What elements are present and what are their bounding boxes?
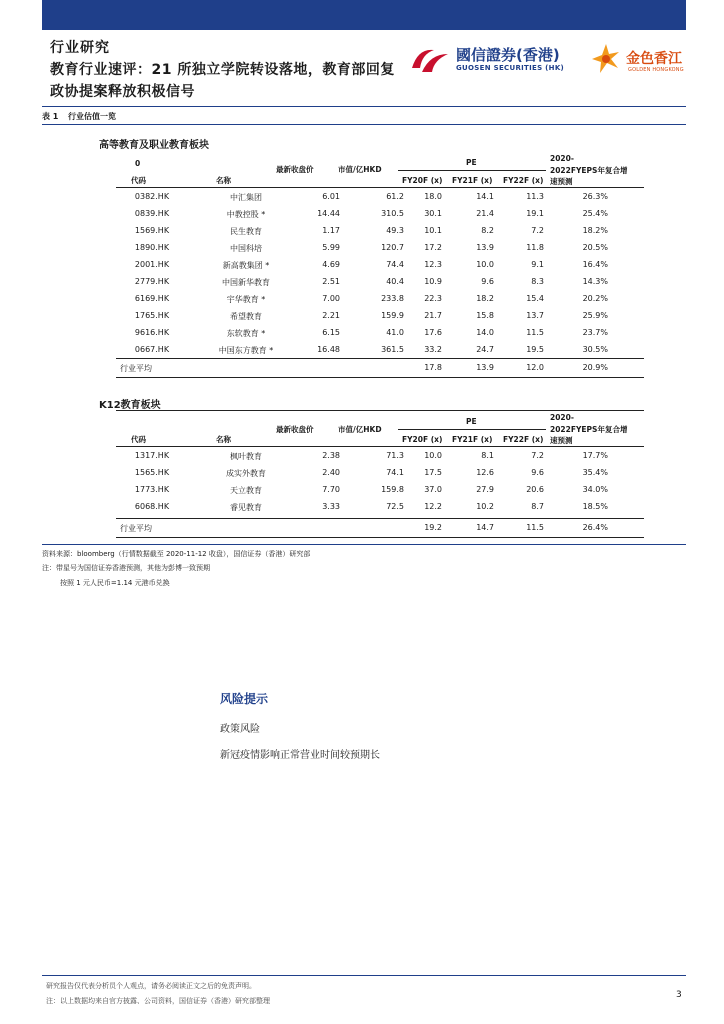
k12-bottom-rule (116, 537, 644, 538)
cell-fy21: 15.8 (476, 311, 494, 320)
table-row (116, 342, 644, 359)
top-color-bar (42, 0, 686, 30)
cell-name: 睿见教育 (230, 503, 262, 512)
cell-mcap: 72.5 (386, 502, 404, 511)
cell-price: 2.21 (322, 311, 340, 320)
cell-name: 中国新华教育 (222, 278, 270, 287)
cell-fy22: 8.7 (531, 502, 544, 511)
cell-cagr: 17.7% (582, 451, 608, 460)
header-name: 名称 (216, 176, 231, 185)
cell-fy22: 8.3 (531, 277, 544, 286)
note-exchange-rate: 按照 1 元人民币=1.14 元港币兑换 (60, 579, 170, 587)
cell-name: 枫叶教育 (230, 452, 262, 461)
cell-code: 2779.HK (134, 277, 170, 286)
cell-code: 9616.HK (134, 328, 170, 337)
cell-fy21: 14.1 (476, 192, 494, 201)
guosen-logo-en: GUOSEN SECURITIES (HK) (456, 64, 565, 72)
k12-header-fy22: FY22F (x) (503, 435, 544, 444)
header-pe: PE (466, 158, 477, 167)
cell-mcap: 71.3 (386, 451, 404, 460)
cell-fy20: 37.0 (424, 485, 442, 494)
cell-fy21: 8.2 (481, 226, 494, 235)
k12-top-rule (116, 410, 644, 411)
cell-code: 0667.HK (134, 345, 170, 354)
cell-fy20: 17.6 (424, 328, 442, 337)
table-row (116, 206, 644, 223)
cell-fy20: 17.5 (424, 468, 442, 477)
golden-hongkong-logo-en: GOLDEN HONGKONG (628, 67, 684, 73)
cell-code: 6169.HK (134, 294, 170, 303)
cell-price: 14.44 (317, 209, 340, 218)
table-row-average (116, 360, 644, 377)
caption-divider (42, 124, 686, 125)
header-fy20: FY20F (x) (402, 176, 443, 185)
guosen-logo-icon (408, 44, 452, 76)
k12-header-code: 代码 (131, 435, 146, 444)
cell-code: 2001.HK (134, 260, 170, 269)
cell-fy22: 19.1 (526, 209, 544, 218)
cell-price: 2.38 (322, 451, 340, 460)
cell-price: 3.33 (322, 502, 340, 511)
k12-header-cagr-line2: 2022FYEPS年复合增 (550, 425, 628, 434)
header-code: 代码 (131, 176, 146, 185)
average-top-rule (116, 358, 644, 359)
cell-cagr: 34.0% (582, 485, 608, 494)
cell-fy22: 20.6 (526, 485, 544, 494)
note-star: 注：带星号为国信证券香港预测，其他为彭博一致预期 (42, 564, 210, 572)
cell-fy21: 13.9 (476, 243, 494, 252)
cell-name: 成实外教育 (226, 469, 266, 478)
cell-mcap: 310.5 (381, 209, 404, 218)
table-row (116, 308, 644, 325)
report-title: 教育行业速评：21 所独立学院转设落地，教育部回复政协提案释放积极信号 (50, 62, 395, 100)
cell-cagr: 25.4% (582, 209, 608, 218)
cell-price: 2.40 (322, 468, 340, 477)
cell-price: 5.99 (322, 243, 340, 252)
cell-fy20: 12.3 (424, 260, 442, 269)
cell-cagr: 18.5% (582, 502, 608, 511)
cell-fy21: 9.6 (481, 277, 494, 286)
cell-price: 16.48 (317, 345, 340, 354)
golden-hongkong-logo-cn: 金色香江 (626, 51, 682, 67)
k12-header-fy20: FY20F (x) (402, 435, 443, 444)
section-title-k12: K12教育板块 (99, 400, 161, 411)
cell-mcap: 74.1 (386, 468, 404, 477)
cell-fy20: 10.0 (424, 451, 442, 460)
cell-price: 6.01 (322, 192, 340, 201)
cell-fy21: 10.2 (476, 502, 494, 511)
table-row (116, 499, 644, 516)
cell-fy22: 9.6 (531, 468, 544, 477)
cell-fy22: 15.4 (526, 294, 544, 303)
k12-average-fy21: 14.7 (476, 523, 494, 532)
cell-price: 7.00 (322, 294, 340, 303)
k12-average-top-rule (116, 518, 644, 519)
cell-name: 东软教育 * (226, 329, 266, 338)
cell-mcap: 233.8 (381, 294, 404, 303)
cell-fy21: 27.9 (476, 485, 494, 494)
average-fy21: 13.9 (476, 363, 494, 372)
section-title-higher-ed: 高等教育及职业教育板块 (99, 140, 209, 151)
cell-cagr: 20.2% (582, 294, 608, 303)
cell-code: 1890.HK (134, 243, 170, 252)
header-cagr-line3: 速预测 (550, 177, 573, 186)
cell-fy20: 10.9 (424, 277, 442, 286)
cell-cagr: 14.3% (582, 277, 608, 286)
cell-mcap: 159.9 (381, 311, 404, 320)
cell-name: 希望教育 (230, 312, 262, 321)
average-fy22: 12.0 (526, 363, 544, 372)
pe-underline (398, 170, 546, 171)
footer-divider (42, 975, 686, 976)
cell-cagr: 23.7% (582, 328, 608, 337)
cell-name: 中国科培 (230, 244, 262, 253)
table-row (116, 223, 644, 240)
k12-pe-underline (398, 429, 546, 430)
cell-cagr: 20.5% (582, 243, 608, 252)
guosen-logo (408, 42, 588, 78)
cell-mcap: 41.0 (386, 328, 404, 337)
cell-cagr: 18.2% (582, 226, 608, 235)
k12-header-cagr-line3: 速预测 (550, 436, 573, 445)
table-row (116, 274, 644, 291)
table-caption-title: 行业估值一览 (68, 112, 116, 121)
cell-mcap: 40.4 (386, 277, 404, 286)
k12-table-row-average (116, 520, 644, 537)
risk-item-covid: 新冠疫情影响正常营业时间较预期长 (220, 750, 380, 761)
header-fy22: FY22F (x) (503, 176, 544, 185)
cell-price: 6.15 (322, 328, 340, 337)
cell-fy21: 21.4 (476, 209, 494, 218)
k12-header-price: 最新收盘价 (276, 425, 314, 434)
cell-fy20: 30.1 (424, 209, 442, 218)
cell-fy22: 13.7 (526, 311, 544, 320)
table-row (116, 482, 644, 499)
footer-note: 注：以上数据均来自官方披露、公司资料，国信证券（香港）研究部整理 (46, 997, 270, 1005)
cell-price: 7.70 (322, 485, 340, 494)
cell-name: 中教控股 * (226, 210, 266, 219)
page-number: 3 (676, 990, 682, 1000)
cell-fy22: 7.2 (531, 451, 544, 460)
cell-name: 中汇集团 (230, 193, 262, 202)
average-fy20: 17.8 (424, 363, 442, 372)
cell-name: 天立教育 (230, 486, 262, 495)
table-row (116, 240, 644, 257)
k12-average-cagr: 26.4% (582, 523, 608, 532)
cell-mcap: 159.8 (381, 485, 404, 494)
cell-fy21: 10.0 (476, 260, 494, 269)
table-row (116, 465, 644, 482)
average-label: 行业平均 (120, 364, 152, 373)
cell-cagr: 25.9% (582, 311, 608, 320)
cell-price: 1.17 (322, 226, 340, 235)
cell-code: 0382.HK (134, 192, 170, 201)
golden-hongkong-logo (590, 42, 690, 80)
k12-header-mcap: 市值/亿HKD (338, 425, 382, 434)
cell-fy21: 8.1 (481, 451, 494, 460)
cell-fy22: 9.1 (531, 260, 544, 269)
k12-header-bottom-rule (116, 446, 644, 447)
cell-fy20: 18.0 (424, 192, 442, 201)
cell-fy21: 24.7 (476, 345, 494, 354)
cell-mcap: 74.4 (386, 260, 404, 269)
cell-fy21: 14.0 (476, 328, 494, 337)
k12-header-name: 名称 (216, 435, 231, 444)
cell-fy20: 12.2 (424, 502, 442, 511)
average-cagr: 20.9% (582, 363, 608, 372)
source-note: 资料来源：bloomberg（行情数据截至 2020-11-12 收盘），国信证券（香港）研究部 (42, 550, 311, 558)
guosen-logo-cn: 國信證券(香港) (456, 46, 560, 64)
cell-cagr: 26.3% (582, 192, 608, 201)
notes-divider (42, 544, 686, 545)
cell-cagr: 16.4% (582, 260, 608, 269)
report-category: 行业研究 (50, 40, 110, 56)
cell-name: 中国东方教育 * (218, 346, 274, 355)
cell-mcap: 61.2 (386, 192, 404, 201)
k12-header-fy21: FY21F (x) (452, 435, 493, 444)
golden-hongkong-logo-icon (590, 42, 622, 76)
k12-header-cagr-line1: 2020- (550, 413, 574, 422)
table-row (116, 325, 644, 342)
cell-fy20: 22.3 (424, 294, 442, 303)
cell-code: 0839.HK (134, 209, 170, 218)
k12-header-pe: PE (466, 417, 477, 426)
cell-code: 1765.HK (134, 311, 170, 320)
header-price: 最新收盘价 (276, 165, 314, 174)
cell-code: 1773.HK (134, 485, 170, 494)
header-cagr-line1: 2020- (550, 154, 574, 163)
cell-fy22: 11.8 (526, 243, 544, 252)
cell-name: 民生教育 (230, 227, 262, 236)
cell-cagr: 35.4% (582, 468, 608, 477)
k12-average-label: 行业平均 (120, 524, 152, 533)
table-row (116, 448, 644, 465)
cell-fy20: 33.2 (424, 345, 442, 354)
cell-fy21: 12.6 (476, 468, 494, 477)
k12-average-fy20: 19.2 (424, 523, 442, 532)
risk-item-policy: 政策风险 (220, 724, 260, 735)
header-fy21: FY21F (x) (452, 176, 493, 185)
cell-code: 1317.HK (134, 451, 170, 460)
cell-fy20: 17.2 (424, 243, 442, 252)
table-row (116, 257, 644, 274)
cell-price: 4.69 (322, 260, 340, 269)
cell-name: 新高教集团 * (222, 261, 270, 270)
header-cagr-line2: 2022FYEPS年复合增 (550, 166, 628, 175)
cell-mcap: 361.5 (381, 345, 404, 354)
cell-fy21: 18.2 (476, 294, 494, 303)
disclaimer-text: 研究报告仅代表分析员个人观点，请务必阅读正文之后的免责声明。 (46, 982, 256, 990)
cell-fy22: 7.2 (531, 226, 544, 235)
cell-name: 宇华教育 * (226, 295, 266, 304)
cell-fy22: 11.3 (526, 192, 544, 201)
table-caption-label: 表 1 (42, 112, 59, 121)
table-row (116, 189, 644, 206)
risk-title: 风险提示 (220, 692, 269, 706)
cell-code: 1569.HK (134, 226, 170, 235)
cell-fy20: 10.1 (424, 226, 442, 235)
header-mcap: 市值/亿HKD (338, 165, 382, 174)
cell-mcap: 120.7 (381, 243, 404, 252)
cell-cagr: 30.5% (582, 345, 608, 354)
cell-mcap: 49.3 (386, 226, 404, 235)
table-row (116, 291, 644, 308)
section-bottom-rule (116, 377, 644, 378)
header-divider (42, 106, 686, 107)
cell-fy20: 21.7 (424, 311, 442, 320)
cell-fy22: 11.5 (526, 328, 544, 337)
k12-average-fy22: 11.5 (526, 523, 544, 532)
header-bottom-rule (116, 187, 644, 188)
header-extra-label: 0 (135, 159, 141, 168)
cell-code: 1565.HK (134, 468, 170, 477)
cell-code: 6068.HK (134, 502, 170, 511)
cell-price: 2.51 (322, 277, 340, 286)
cell-fy22: 19.5 (526, 345, 544, 354)
